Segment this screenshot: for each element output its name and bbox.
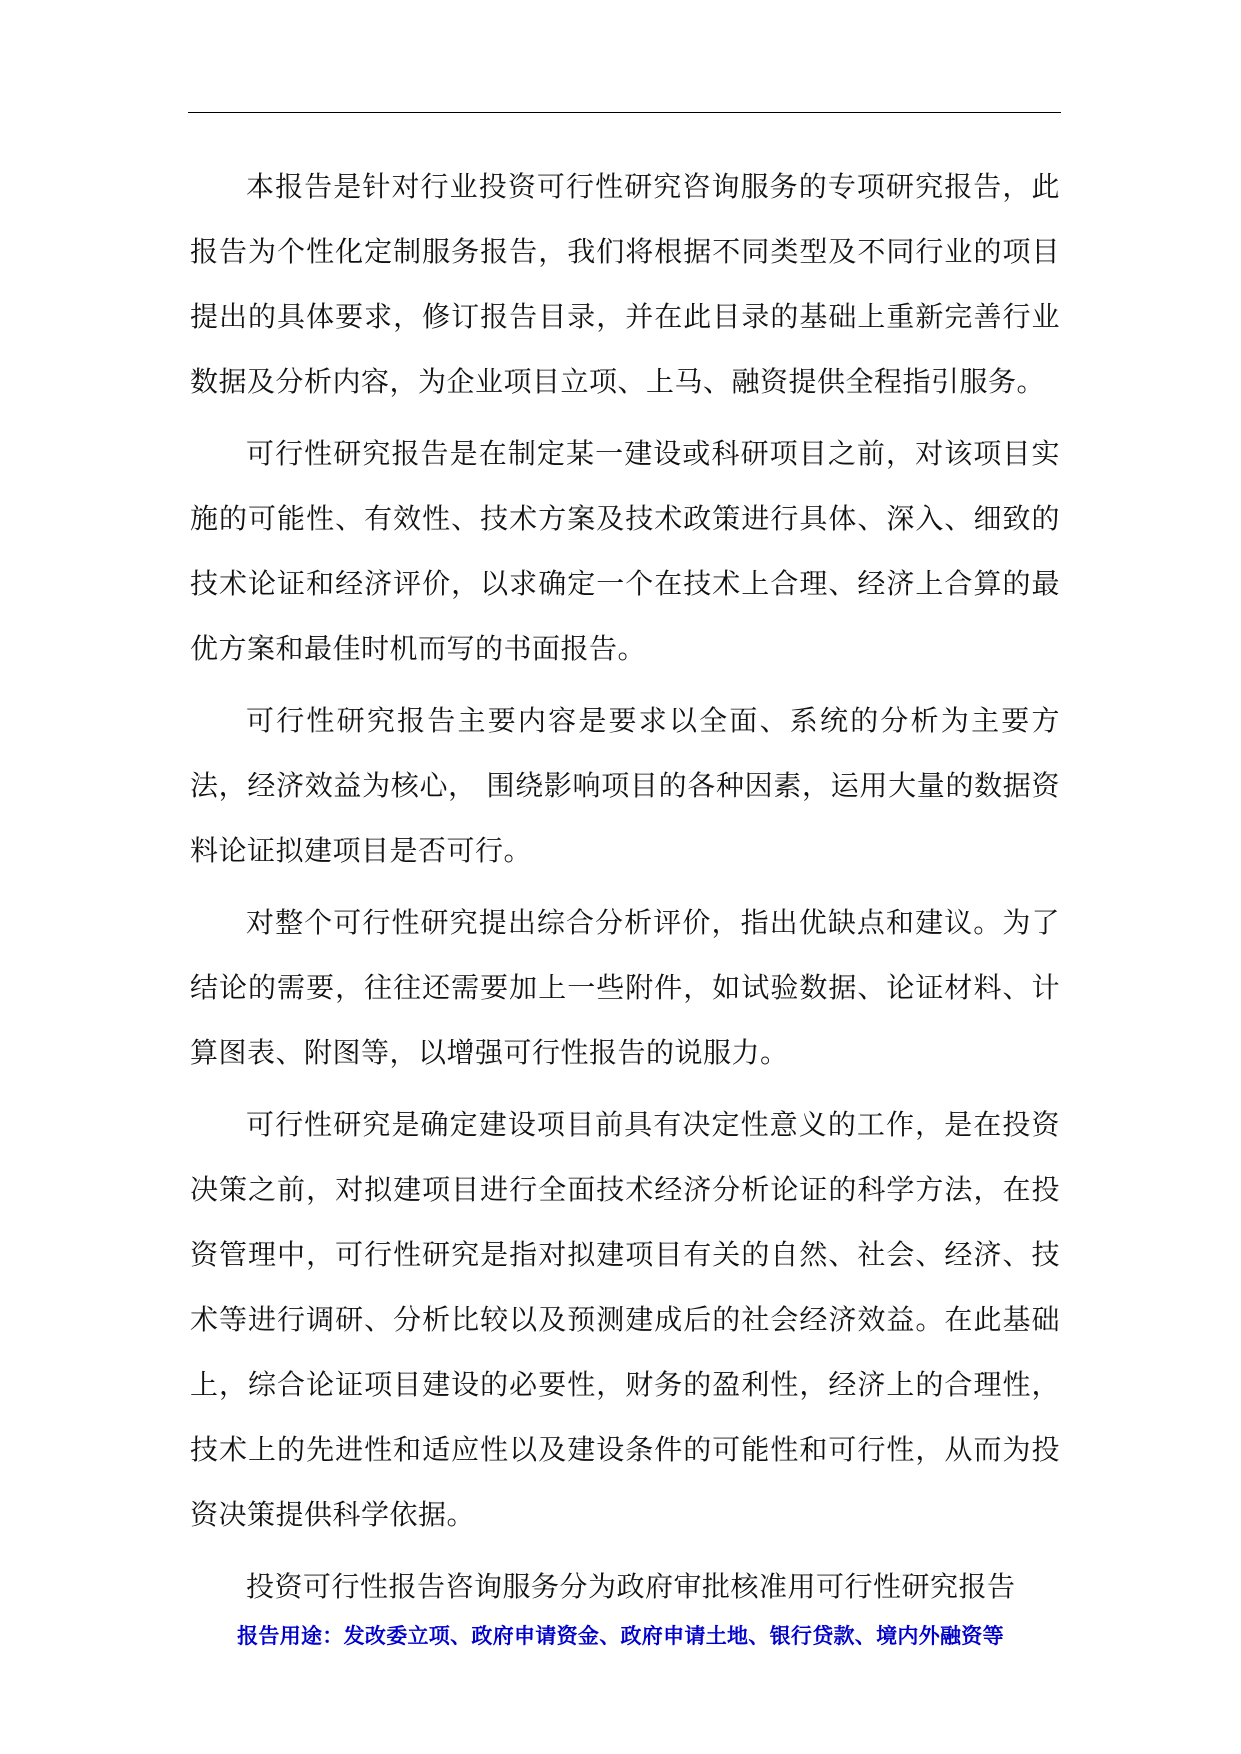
report-usage-footer: 报告用途：发改委立项、政府申请资金、政府申请土地、银行贷款、境内外融资等 [237,1624,1004,1648]
document-body [190,154,1060,1626]
paragraph-3: 可行性研究报告主要内容是要求以全面、系统的分析为主要方法，经济效益为核心， 围绕影响项目的各种因素，运用大量的数据资料论证拟建项目是否可行。 [190,704,1060,867]
paragraph-4: 对整个可行性研究提出综合分析评价，指出优缺点和建议。为了结论的需要，往往还需要加上一些附件，如试验数据、论证材料、计算图表、附图等，以增强可行性报告的说服力。 [190,906,1060,1069]
paragraph-5: 可行性研究是确定建设项目前具有决定性意义的工作，是在投资决策之前，对拟建项目进行全面技术经济分析论证的科学方法，在投资管理中，可行性研究是指对拟建项目有关的自然、社会、经济、技术等进行调研、分析比较以及预测建成后的社会经济效益。在此基础上，综合论证项目建设的必要性，财务的盈利性，经济上的合理性，技术上的先进性和适应性以及建设条件的可能性和可行性，从而为投资决策提供科学依据。 [190,1108,1060,1531]
paragraph-2: 可行性研究报告是在制定某一建设或科研项目之前，对该项目实施的可能性、有效性、技术方案及技术政策进行具体、深入、细致的技术论证和经济评价，以求确定一个在技术上合理、经济上合算的最优方案和最佳时机而写的书面报告。 [190,437,1060,665]
paragraph-1: 本报告是针对行业投资可行性研究咨询服务的专项研究报告，此报告为个性化定制服务报告，我们将根据不同类型及不同行业的项目提出的具体要求，修订报告目录，并在此目录的基础上重新完善行业数据及分析内容，为企业项目立项、上马、融资提供全程指引服务。 [190,170,1060,398]
paragraph-6: 投资可行性报告咨询服务分为政府审批核准用可行性研究报告 [246,1570,1016,1603]
header-divider [188,112,1061,113]
